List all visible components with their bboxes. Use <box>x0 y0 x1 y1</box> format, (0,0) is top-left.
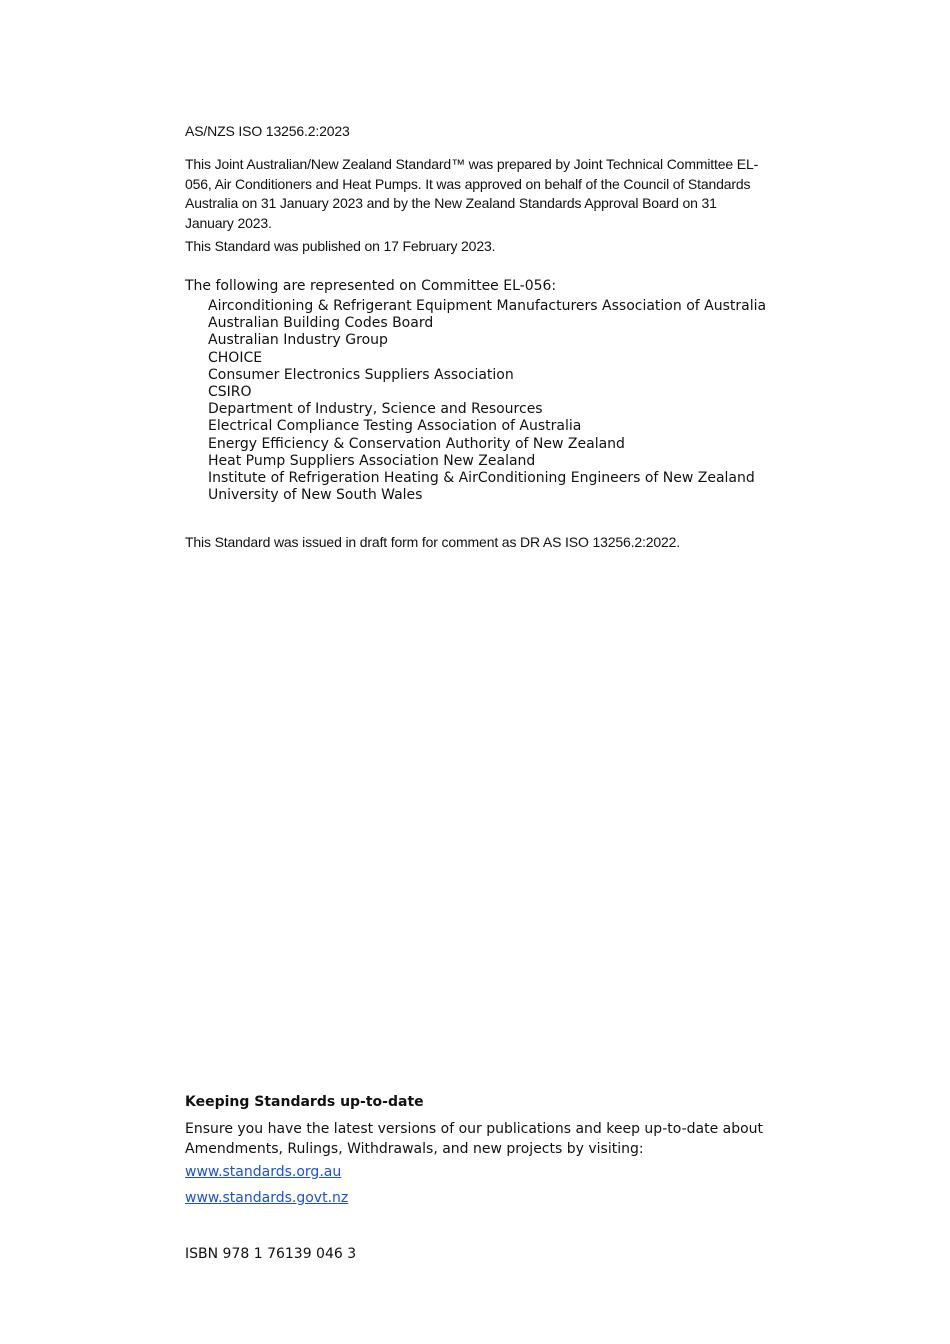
keeping-up-to-date-heading: Keeping Standards up-to-date <box>185 1094 424 1110</box>
committee-member: Consumer Electronics Suppliers Association <box>208 366 514 383</box>
committee-member: Australian Industry Group <box>208 332 388 349</box>
standards-new-zealand-link[interactable]: www.standards.govt.nz <box>185 1190 349 1206</box>
committee-member: University of New South Wales <box>208 487 423 504</box>
committee-member: Heat Pump Suppliers Association New Zealand <box>208 452 536 469</box>
committee-intro: The following are represented on Committee EL-056: <box>185 278 557 294</box>
committee-member: Institute of Refrigeration Heating & AirConditioning Engineers of New Zealand <box>208 470 755 487</box>
committee-member: Australian Building Codes Board <box>208 315 434 332</box>
committee-member: Electrical Compliance Testing Association of Australia <box>208 418 582 435</box>
keeping-up-to-date-text: Ensure you have the latest versions of our publications and keep up-to-date about Amendments, Rulings, Withdrawals, and new projects by visiting: <box>185 1121 764 1157</box>
committee-member: CSIRO <box>208 384 252 401</box>
isbn-number: ISBN 978 1 76139 046 3 <box>185 1246 357 1262</box>
committee-member: Energy Efficiency & Conservation Authority of New Zealand <box>208 435 625 452</box>
approval-paragraph: This Joint Australian/New Zealand Standard™ was prepared by Joint Technical Committee EL-056, Air Conditioners and Heat Pumps. It was approved on behalf of the Council of Standards Australia on 31 January 2023 and by the New Zealand Standards Approval Board on 31 January 2023. <box>185 156 759 231</box>
committee-member: CHOICE <box>208 349 263 366</box>
committee-member: Department of Industry, Science and Resources <box>208 401 543 418</box>
committee-member-list <box>208 298 808 504</box>
standard-designation: AS/NZS ISO 13256.2:2023 <box>185 123 350 139</box>
publication-date-note: This Standard was published on 17 February 2023. <box>185 238 496 254</box>
standards-australia-link[interactable]: www.standards.org.au <box>185 1164 342 1180</box>
committee-member: Airconditioning & Refrigerant Equipment Manufacturers Association of Australia <box>208 298 767 314</box>
draft-note: This Standard was issued in draft form for comment as DR AS ISO 13256.2:2022. <box>185 534 681 550</box>
